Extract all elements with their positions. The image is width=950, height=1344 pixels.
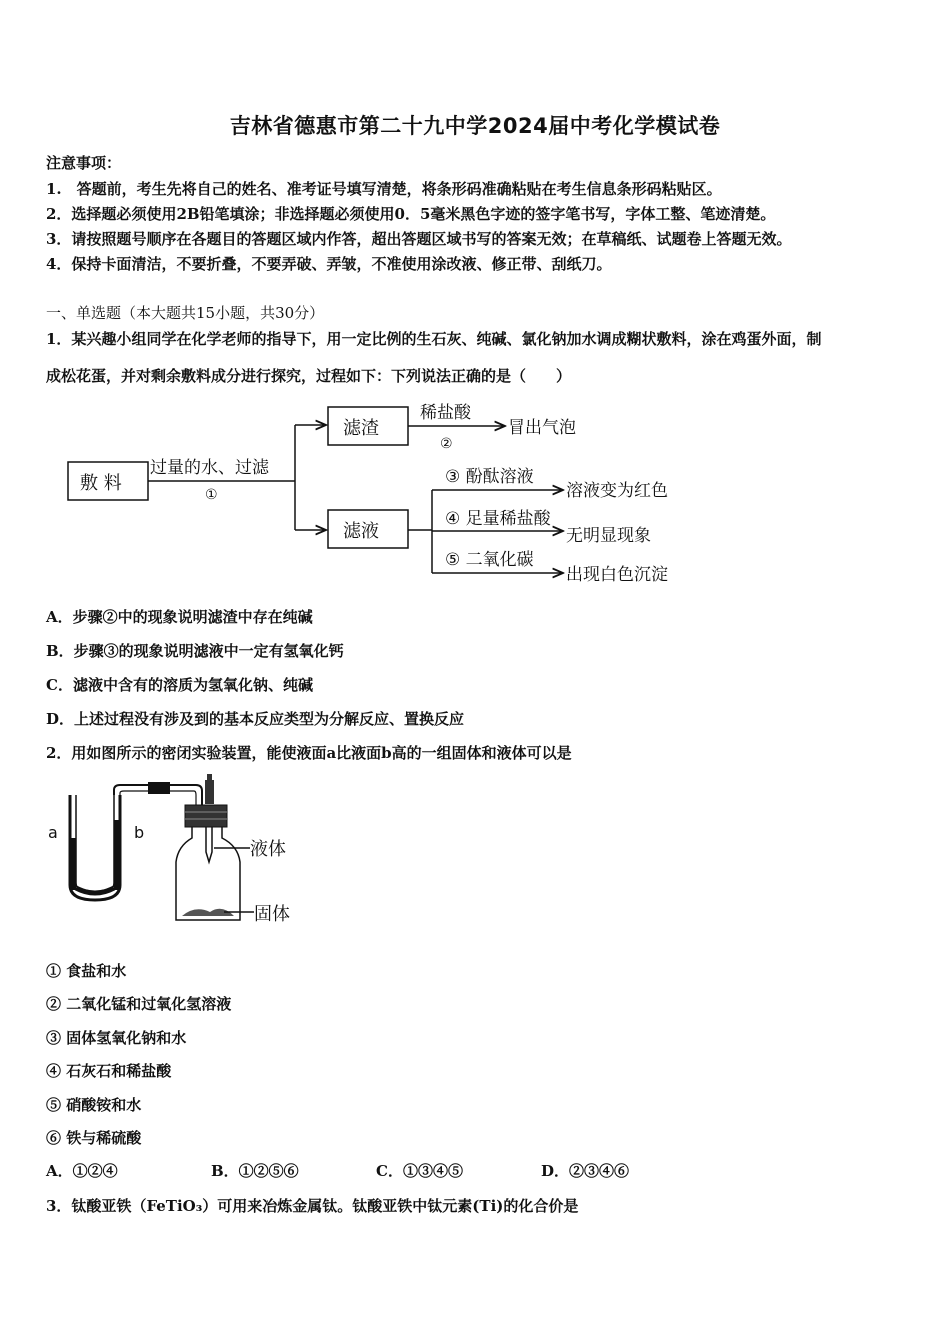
stopper	[185, 805, 227, 827]
q1-option-d: D．上述过程没有涉及到的基本反应类型为分解反应、置换反应	[46, 710, 465, 728]
u-tube-liquid-left	[71, 838, 76, 890]
q1-option-b: B．步骤③的现象说明滤液中一定有氢氧化钙	[46, 642, 344, 660]
filtrate-label: 滤液	[343, 521, 379, 542]
page-title: 吉林省德惠市第二十九中学2024届中考化学模试卷	[229, 114, 721, 138]
q2-item-2: ② 二氧化锰和过氧化氢溶液	[46, 995, 232, 1013]
q2-item-4: ④ 石灰石和稀盐酸	[46, 1062, 172, 1080]
q1-stem-line2: 成松花蛋，并对剩余敷料成分进行探究，过程如下：下列说法正确的是（ ）	[46, 367, 572, 385]
rubber-connector	[148, 782, 170, 794]
u-tube-liquid-right	[114, 820, 119, 890]
start-label: 敷 料	[80, 473, 122, 494]
q2-option-c: C．①③④⑤	[376, 1162, 463, 1180]
step2-result: 冒出气泡	[508, 418, 576, 438]
q2-item-5: ⑤ 硝酸铵和水	[46, 1096, 142, 1114]
q3-stem: 3．钛酸亚铁（FeTiO₃）可用来冶炼金属钛。钛酸亚铁中钛元素(Ti)的化合价是	[46, 1197, 579, 1215]
notice-item-2: 2．选择题必须使用2B铅笔填涂；非选择题必须使用0．5毫米黑色字迹的签字笔书写，字体工整、笔迹清楚。	[46, 205, 776, 223]
notice-item-4: 4．保持卡面清洁，不要折叠，不要弄破、弄皱，不准使用涂改液、修正带、刮纸刀。	[46, 255, 612, 273]
q2-item-6: ⑥ 铁与稀硫酸	[46, 1129, 142, 1147]
notice-heading: 注意事项：	[46, 154, 122, 172]
step4-result: 无明显现象	[566, 526, 651, 546]
q1-option-c: C．滤液中含有的溶质为氢氧化钠、纯碱	[46, 676, 313, 694]
q1-stem-line1: 1．某兴趣小组同学在化学老师的指导下，用一定比例的生石灰、纯碱、氯化钠加水调成糊状敷料，涂在鸡蛋外面，制	[46, 330, 822, 348]
notice-item-1: 1. 答题前，考生先将自己的姓名、准考证号填写清楚，将条形码准确粘贴在考生信息条形码粘贴区。	[46, 180, 722, 198]
notice-item-3: 3．请按照题号顺序在各题目的答题区域内作答，超出答题区域书写的答案无效；在草稿纸、试题卷上答题无效。	[46, 230, 792, 248]
step3-label: ③ 酚酞溶液	[445, 467, 534, 487]
q1-option-a: A．步骤②中的现象说明滤渣中存在纯碱	[46, 608, 313, 626]
step1-label: 过量的水、过滤	[150, 458, 269, 478]
step4-label: ④ 足量稀盐酸	[445, 509, 551, 529]
label-liquid: 液体	[250, 839, 286, 860]
step5-label: ⑤ 二氧化碳	[445, 550, 534, 570]
residue-label: 滤渣	[343, 418, 379, 439]
label-b: b	[134, 823, 145, 842]
step3-result: 溶液变为红色	[566, 481, 668, 501]
label-solid: 固体	[254, 904, 290, 925]
q2-option-a: A．①②④	[46, 1162, 118, 1180]
step2-number: ②	[440, 436, 453, 452]
label-a: a	[48, 823, 58, 842]
dropper-bulb	[205, 780, 214, 804]
q2-item-1: ① 食盐和水	[46, 962, 127, 980]
step5-result: 出现白色沉淀	[566, 565, 668, 585]
step1-number: ①	[205, 487, 218, 503]
section-heading: 一、单选题（本大题共15小题，共30分）	[46, 304, 325, 322]
q2-item-3: ③ 固体氢氧化钠和水	[46, 1029, 187, 1047]
q2-option-d: D．②③④⑥	[541, 1162, 630, 1180]
q2-option-b: B．①②⑤⑥	[211, 1162, 299, 1180]
q2-stem: 2．用如图所示的密闭实验装置，能使液面a比液面b高的一组固体和液体可以是	[46, 744, 572, 762]
step2-reagent: 稀盐酸	[420, 403, 471, 423]
